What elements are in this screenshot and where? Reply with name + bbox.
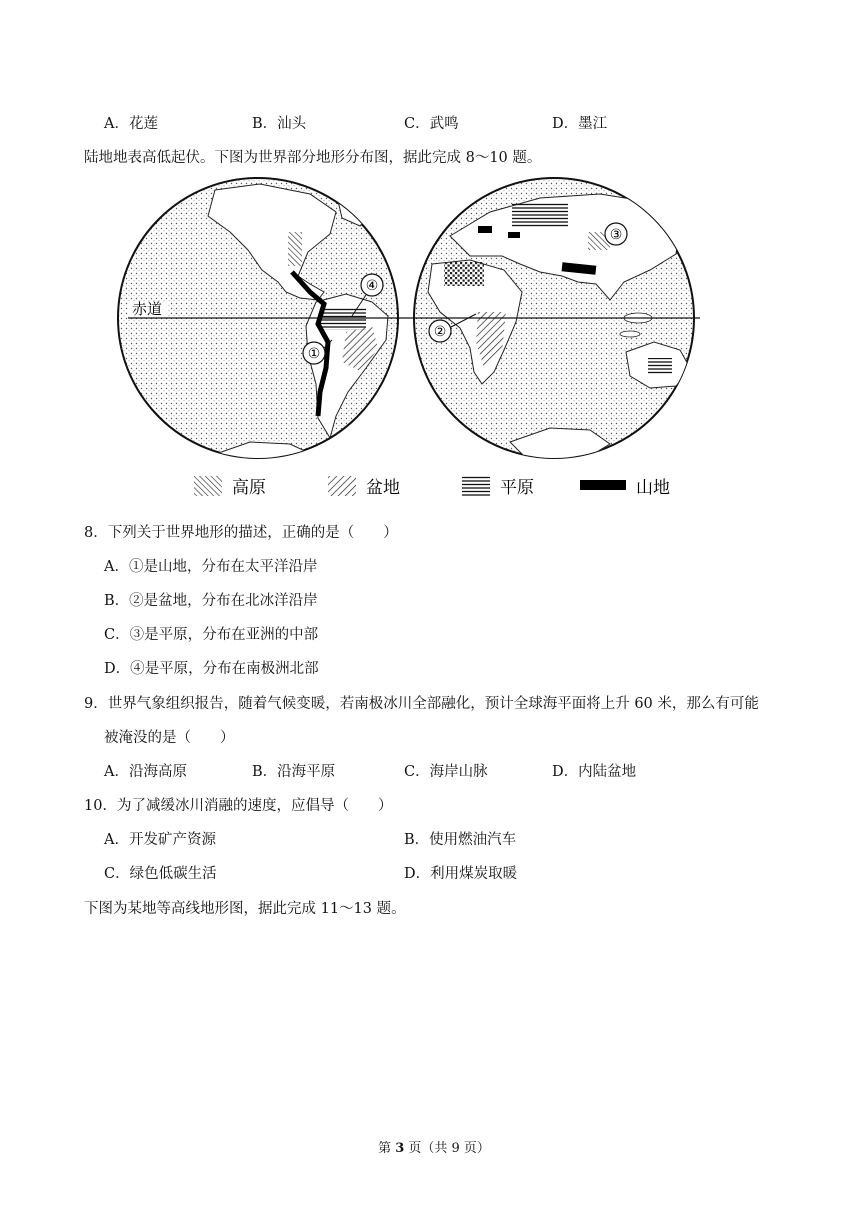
legend-mountain-swatch (580, 480, 626, 490)
q7-option-d: D．墨江 (552, 116, 608, 132)
marker-1: ① (307, 346, 321, 362)
q8-option-a: A．①是山地，分布在太平洋沿岸 (104, 559, 318, 575)
legend-plateau-label: 高原 (232, 478, 266, 498)
legend-plain-swatch (462, 476, 490, 496)
q9-stem-line2: 被淹没的是（ ） (104, 730, 235, 746)
q10-stem: 10．为了减缓冰川消融的速度，应倡导（ ） (84, 798, 393, 814)
q9-option-b: B．沿海平原 (252, 764, 336, 780)
equator-label: 赤道 (132, 300, 163, 318)
q9-option-c: C．海岸山脉 (404, 764, 488, 780)
marker-3: ③ (609, 227, 623, 243)
q10-option-b: B．使用燃油汽车 (404, 832, 517, 848)
q9-option-d: D．内陆盆地 (552, 764, 637, 780)
legend-plateau-swatch (194, 476, 222, 496)
q10-option-a: A．开发矿产资源 (104, 832, 216, 848)
footer-suffix: 页（共 9 页） (404, 1141, 490, 1156)
marker-2: ② (433, 324, 447, 340)
q8-option-c: C．③是平原，分布在亚洲的中部 (104, 627, 319, 643)
marker-4: ④ (365, 278, 379, 294)
q8-option-b: B．②是盆地，分布在北冰洋沿岸 (104, 593, 318, 609)
q10-option-d: D．利用煤炭取暖 (404, 866, 518, 882)
q8-stem: 8．下列关于世界地形的描述，正确的是（ ） (84, 525, 398, 541)
map-legend (194, 476, 670, 498)
q7-option-c: C．武鸣 (404, 116, 459, 132)
q10-option-c: C．绿色低碳生活 (104, 866, 217, 882)
footer-prefix: 第 (378, 1141, 396, 1156)
world-landform-map (110, 172, 710, 510)
q9-stem-line1: 9．世界气象组织报告，随着气候变暖，若南极冰川全部融化，预计全球海平面将上升 60 米，那么有可能 (84, 696, 759, 712)
q9-option-a: A．沿海高原 (104, 764, 187, 780)
legend-mountain-label: 山地 (636, 478, 670, 498)
legend-basin-swatch (328, 476, 356, 496)
intro-questions-8-10: 陆地地表高低起伏。下图为世界部分地形分布图，据此完成 8～10 题。 (84, 150, 542, 166)
q8-option-d: D．④是平原，分布在南极洲北部 (104, 661, 319, 677)
footer-page-number: 3 (395, 1141, 405, 1156)
q7-option-b: B．汕头 (252, 116, 307, 132)
eastern-hemisphere (414, 178, 694, 462)
western-hemisphere (118, 178, 398, 474)
intro-questions-11-13: 下图为某地等高线地形图，据此完成 11～13 题。 (84, 901, 406, 917)
page-footer (0, 1137, 868, 1156)
legend-basin-label: 盆地 (366, 478, 400, 498)
q7-option-a: A．花莲 (104, 116, 158, 132)
legend-plain-label: 平原 (500, 478, 534, 498)
